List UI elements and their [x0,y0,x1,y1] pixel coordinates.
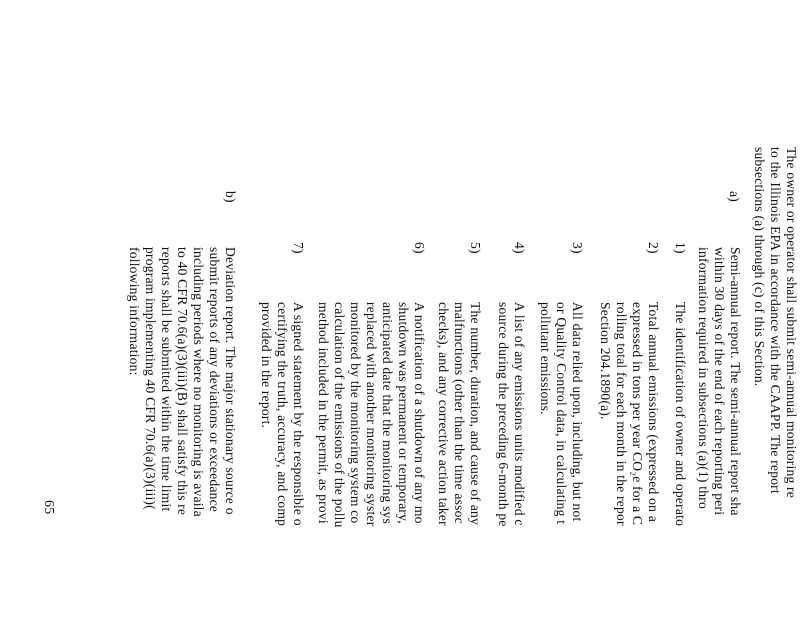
item-6-line: monitored by the monitoring system co [348,302,363,524]
item-6-label: 6) [412,242,427,254]
item-2-line: Total annual emissions (expressed on a [646,302,661,522]
item-3-line: or Quality Control data, in calculating t [554,302,569,525]
item-3-line: pollutant emissions. [538,302,553,415]
item-7-line: provided in the report. [259,302,274,429]
item-6-line: method included in the permit, as provi [316,302,331,524]
section-b-line: reports shall be submitted within the time limit [159,247,174,512]
section-a-line: Semi-annual report. The semi-annual report sha [728,247,743,516]
item-7-line: A signed statement by the responsible o [291,302,306,526]
item-5-label: 5) [468,242,483,254]
item-6-line: A notification of a shutdown of any mo [412,302,427,524]
item-5-line: checks), and any corrective action taker [436,302,451,526]
item-2-line: rolling total for each month in the repor [614,302,629,526]
page-number: 65 [41,500,56,515]
item-2-line: Section 204.1890(a). [598,302,613,420]
item-4-label: 4) [512,242,527,254]
intro-line: The owner or operator shall submit semi-annual monitoring re [784,147,799,499]
item-6-line: calculation of the emissions of the pollu [332,302,347,528]
item-1-line: The identification of owner and operato [673,302,688,527]
item-4-line: A list of any emissions units modified c [512,302,527,526]
section-a-line: within 30 days of the end of each reporting peri [712,247,727,516]
intro-line: subsections (a) through (c) of this Section. [752,147,767,387]
item-6-line: shutdown was permanent or temporary, [396,302,411,524]
section-b-line: following information: [127,247,142,376]
section-b-line: Deviation report. The major stationary source o [223,247,238,515]
intro-line: to the Illinois EPA in accordance with the CAAPP. The report [768,147,783,494]
section-b-line: submit reports of any deviations or exceedance [207,247,222,513]
section-a-label: a) [727,191,742,202]
item-3-label: 3) [570,242,585,254]
section-b-line: including periods where no monitoring is availa [191,247,206,517]
item-7-label: 7) [291,242,306,254]
section-a-line: information required in subsections (a)(1) thro [696,247,711,509]
item-7-line: certifying the truth, accuracy, and comp [275,302,290,527]
section-b-line: program implementing 40 CFR 70.6(a)(3)(iii)( [143,247,158,510]
section-b-label: b) [223,191,238,203]
section-b-line: to 40 CFR 70.6(a)(3)(iii)(B) shall satisfy this re [175,247,190,516]
item-6-line: replaced with another monitoring syster [364,302,379,527]
item-1-label: 1) [673,242,688,254]
item-2-label: 2) [646,242,661,254]
item-3-line: All data relied upon, including, but not [570,302,585,522]
item-2-line: expressed in tons per year CO₂e for a C [630,302,645,526]
item-5-line: malfunctions (other than the time assoc [452,302,467,524]
item-6-line: anticipated date that the monitoring sys [380,302,395,525]
item-5-line: The number, duration, and cause of any [468,302,483,525]
item-4-line: source during the preceding 6-month pe [496,302,511,527]
rotated-document-page [40,145,800,618]
